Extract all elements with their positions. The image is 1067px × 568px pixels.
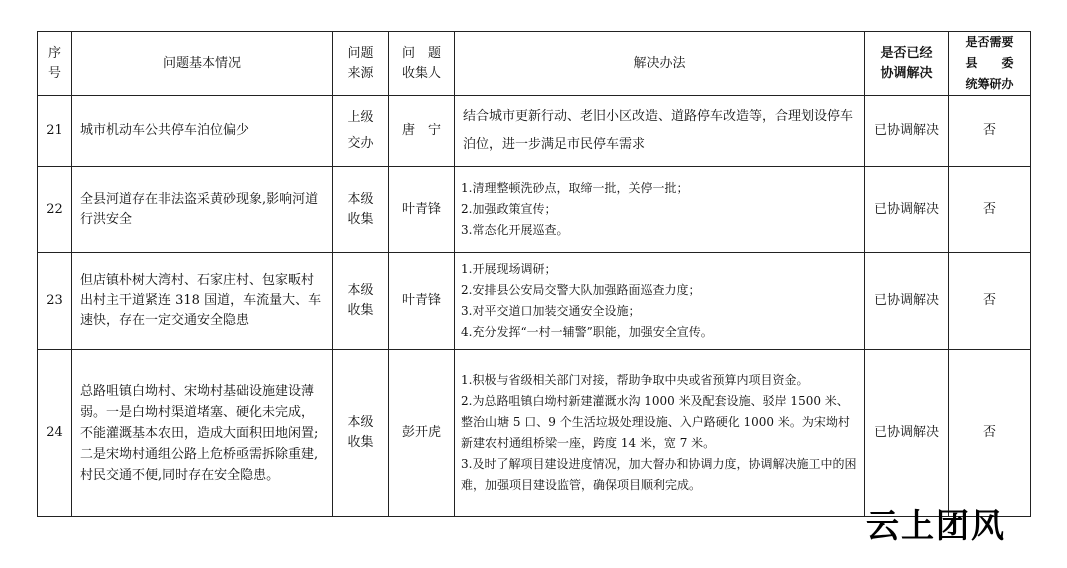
row-resolved: 已协调解决 xyxy=(865,253,949,350)
row-county: 否 xyxy=(949,167,1031,253)
header-collector-text: 问 题 收集人 xyxy=(401,45,441,81)
table-row xyxy=(38,253,1031,350)
solution-line: 1.清理整顿洗砂点，取缔一批，关停一批； xyxy=(461,181,689,195)
solution-line: 3.对平交道口加装交通安全设施； xyxy=(461,304,641,318)
watermark-logo: 云上团风 xyxy=(866,506,1006,545)
row-source-text: 上级 交办 xyxy=(347,110,374,151)
solution-line: 1.开展现场调研； xyxy=(461,262,557,276)
row-issue: 但店镇朴树大湾村、石家庄村、包家畈村出村主干道紧连 318 国道，车流量大、车速快，存在一定交通安全隐患 xyxy=(72,253,333,350)
row-source-text: 本级 收集 xyxy=(347,415,374,450)
row-no: 23 xyxy=(38,253,72,350)
header-row xyxy=(38,32,1031,96)
row-county: 否 xyxy=(949,350,1031,517)
table-row xyxy=(38,96,1031,167)
row-no: 22 xyxy=(38,167,72,253)
row-issue: 总路咀镇白坳村、宋坳村基础设施建设薄弱。一是白坳村渠道堵塞、硬化未完成，不能灌溉基本农田，造成大面积田地闲置;二是宋坳村通组公路上危桥亟需拆除重建,村民交通不便,同时存在安全隐患。 xyxy=(72,350,333,517)
table-row xyxy=(38,167,1031,253)
row-county: 否 xyxy=(949,96,1031,167)
row-issue: 城市机动车公共停车泊位偏少 xyxy=(72,96,333,167)
row-collector: 叶青锋 xyxy=(389,167,455,253)
row-collector: 叶青锋 xyxy=(389,253,455,350)
solution-line: 结合城市更新行动、老旧小区改造、道路停车改造等，合理划设停车泊位，进一步满足市民停车需求 xyxy=(463,109,854,152)
header-no-text: 序 号 xyxy=(47,45,61,81)
solution-line: 2.安排县公安局交警大队加强路面巡查力度； xyxy=(461,283,701,297)
header-source xyxy=(333,32,389,96)
header-resolved xyxy=(865,32,949,96)
header-county xyxy=(949,32,1031,96)
row-solution xyxy=(455,167,865,253)
row-solution xyxy=(455,253,865,350)
row-resolved: 已协调解决 xyxy=(865,96,949,167)
header-no xyxy=(38,32,72,96)
row-solution xyxy=(455,350,865,517)
issues-table xyxy=(37,31,1031,517)
header-source-text: 问题 来源 xyxy=(347,45,374,81)
row-collector: 彭开虎 xyxy=(389,350,455,517)
row-source xyxy=(333,350,389,517)
header-collector xyxy=(389,32,455,96)
solution-line: 2.为总路咀镇白坳村新建灌溉水沟 1000 米及配套设施、驳岸 1500 米、整治山塘 5 口、9 个生活垃圾处理设施、入户路硬化 1000 米。为宋坳村新建农村通组桥梁一座，跨度 14 米，宽 7 米。 xyxy=(461,394,850,450)
row-issue: 全县河道存在非法盗采黄砂现象,影响河道行洪安全 xyxy=(72,167,333,253)
row-source xyxy=(333,96,389,167)
header-issue xyxy=(72,32,333,96)
solution-line: 3.常态化开展巡查。 xyxy=(461,223,569,237)
row-no: 21 xyxy=(38,96,72,167)
row-resolved: 已协调解决 xyxy=(865,350,949,517)
row-resolved: 已协调解决 xyxy=(865,167,949,253)
row-source-text: 本级 收集 xyxy=(347,283,374,318)
row-source-text: 本级 收集 xyxy=(347,191,374,227)
header-county-text: 是否需要 县 委 统筹研办 xyxy=(965,35,1014,91)
row-county: 否 xyxy=(949,253,1031,350)
header-resolved-text: 是否已经 协调解决 xyxy=(880,45,933,81)
row-no: 24 xyxy=(38,350,72,517)
row-collector: 唐 宁 xyxy=(389,96,455,167)
header-solution-text: 解决办法 xyxy=(633,55,686,71)
row-source xyxy=(333,167,389,253)
solution-line: 1.积极与省级相关部门对接，帮助争取中央或省预算内项目资金。 xyxy=(461,373,809,387)
row-solution xyxy=(455,96,865,167)
solution-line: 4.充分发挥“一村一辅警”职能，加强安全宣传。 xyxy=(461,325,713,339)
row-source xyxy=(333,253,389,350)
header-solution xyxy=(455,32,865,96)
header-issue-text: 问题基本情况 xyxy=(162,55,241,71)
solution-line: 2.加强政策宣传； xyxy=(461,202,557,216)
table-row xyxy=(38,350,1031,517)
solution-line: 3.及时了解项目建设进度情况，加大督办和协调力度，协调解决施工中的困难，加强项目建设监管，确保项目顺利完成。 xyxy=(461,457,857,492)
